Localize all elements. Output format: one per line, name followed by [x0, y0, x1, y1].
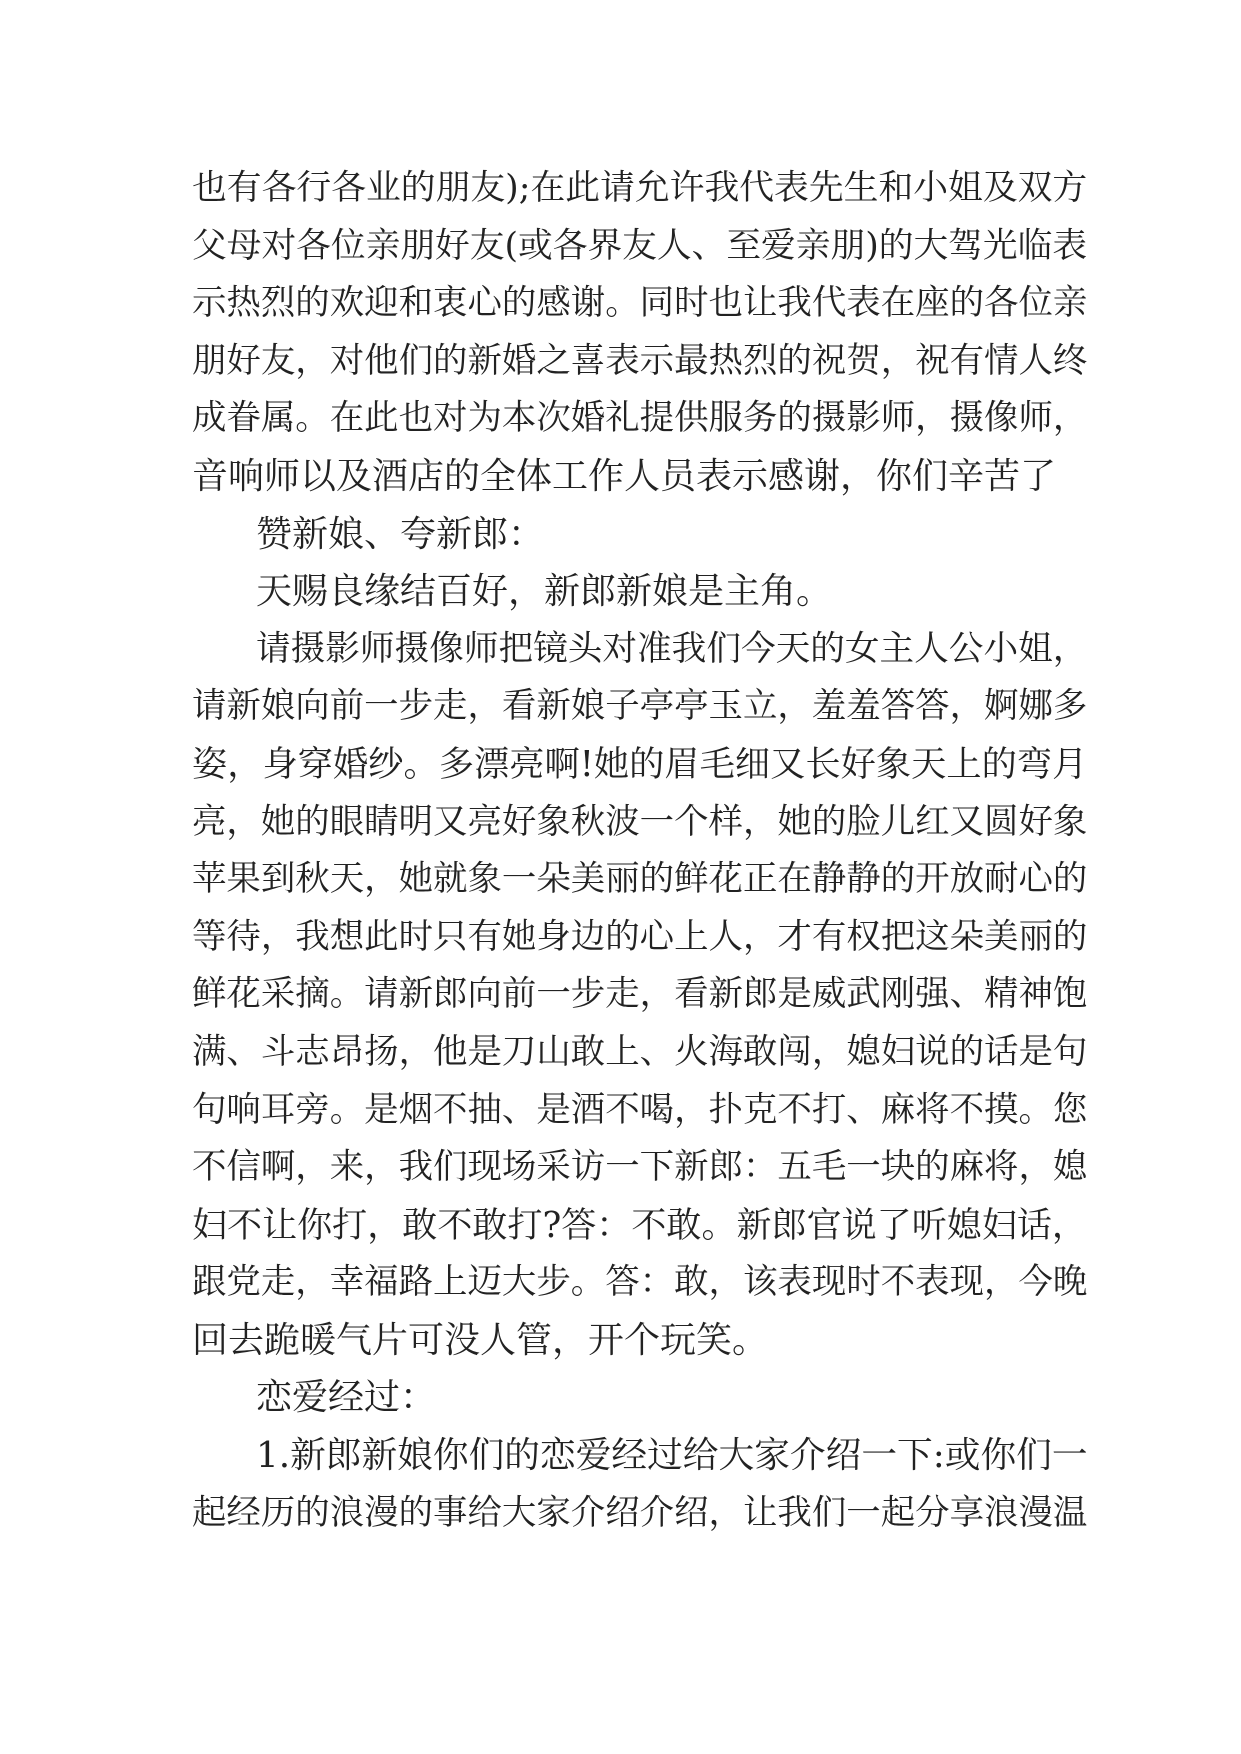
text-line: 满、斗志昂扬，他是刀山敢上、火海敢闯，媳妇说的话是句 — [192, 1031, 1088, 1072]
text-line: 成眷属。在此也对为本次婚礼提供服务的摄影师，摄像师， — [192, 398, 1088, 439]
text-line: 回去跪暖气片可没人管，开个玩笑。 — [192, 1319, 769, 1361]
text-line: 等待，我想此时只有她身边的心上人，才有权把这朵美丽的 — [192, 916, 1088, 957]
section-heading-praise: 赞新娘、夸新郎： — [256, 513, 545, 555]
text-line: 妇不让你打，敢不敢打?答：不敢。新郎官说了听媳妇话， — [192, 1204, 1087, 1246]
text-line: 姿，身穿婚纱。多漂亮啊!她的眉毛细又长好象天上的弯月 — [192, 743, 1088, 785]
text-line: 鲜花采摘。请新郎向前一步走，看新郎是威武刚强、精神饱 — [192, 974, 1088, 1015]
text-line: 亮，她的眼睛明又亮好象秋波一个样，她的脸儿红又圆好象 — [192, 801, 1088, 842]
text-line: 也有各行各业的朋友);在此请允许我代表先生和小姐及双方 — [192, 168, 1088, 208]
text-line: 天赐良缘结百好，新郎新娘是主角。 — [256, 571, 833, 613]
text-line: 音响师以及酒店的全体工作人员表示感谢，你们辛苦了 — [192, 455, 1057, 497]
text-line: 请新娘向前一步走，看新娘子亭亭玉立，羞羞答答，婀娜多 — [192, 686, 1088, 727]
text-line: 跟党走，幸福路上迈大步。答：敢，该表现时不表现，今晚 — [192, 1262, 1088, 1303]
text-line: 不信啊，来，我们现场采访一下新郎：五毛一块的麻将，媳 — [192, 1147, 1088, 1188]
text-line: 句响耳旁。是烟不抽、是酒不喝，扑克不打、麻将不摸。您 — [192, 1089, 1088, 1130]
text-line: 起经历的浪漫的事给大家介绍介绍，让我们一起分享浪漫温 — [192, 1492, 1088, 1533]
text-line: 1.新郎新娘你们的恋爱经过给大家介绍一下:或你们一 — [256, 1435, 1088, 1477]
text-line: 苹果到秋天，她就象一朵美丽的鲜花正在静静的开放耐心的 — [192, 859, 1088, 900]
section-heading-romance: 恋爱经过： — [256, 1377, 437, 1419]
text-line: 请摄影师摄像师把镜头对准我们今天的女主人公小姐， — [256, 628, 1088, 669]
document-body — [192, 160, 1092, 1542]
text-line: 父母对各位亲朋好友(或各界友人、至爱亲朋)的大驾光临表 — [192, 225, 1088, 266]
text-line: 示热烈的欢迎和衷心的感谢。同时也让我代表在座的各位亲 — [192, 283, 1088, 324]
text-line: 朋好友，对他们的新婚之喜表示最热烈的祝贺，祝有情人终 — [192, 340, 1088, 381]
